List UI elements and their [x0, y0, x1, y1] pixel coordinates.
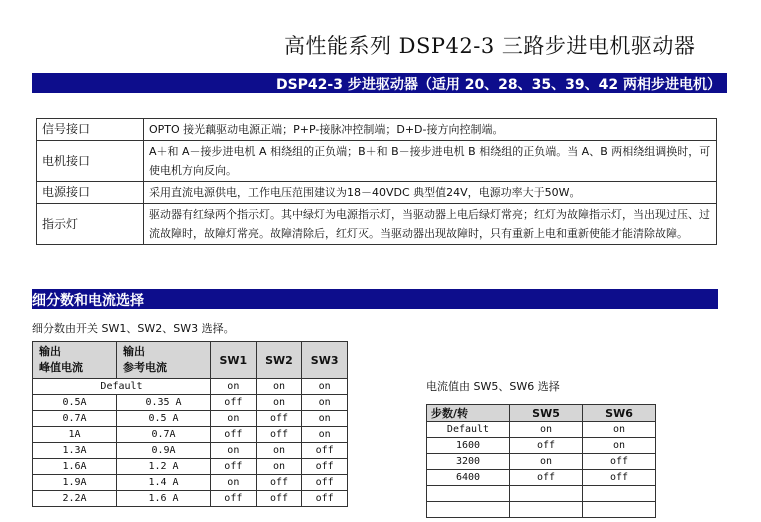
- page-title: 高性能系列 DSP42-3 三路步进电机驱动器: [284, 34, 696, 58]
- table-cell: on: [510, 422, 583, 438]
- table-row: [427, 438, 656, 454]
- empty-cell: [427, 502, 510, 518]
- default-sw2: on: [256, 379, 302, 395]
- header-sw1: SW1: [211, 342, 257, 379]
- table-cell: 1.2 A: [117, 459, 211, 475]
- table-row: [33, 427, 348, 443]
- header-steps: 步数/转: [427, 405, 510, 422]
- header-sw5: SW5: [510, 405, 583, 422]
- spec-table: [36, 118, 717, 245]
- table-cell: on: [256, 443, 302, 459]
- table-cell: off: [211, 491, 257, 507]
- step-table: [426, 404, 656, 518]
- table-cell: on: [256, 395, 302, 411]
- table-cell: on: [211, 411, 257, 427]
- table-cell: on: [211, 475, 257, 491]
- table-row-default: [33, 379, 348, 395]
- section-banner: [32, 289, 718, 309]
- table-row: [427, 470, 656, 486]
- product-banner-text: DSP42-3 步进驱动器（适用 20、28、35、39、42 两相步进电机）: [275, 77, 721, 93]
- table-cell: off: [302, 491, 348, 507]
- table-cell: 3200: [427, 454, 510, 470]
- table-cell: off: [211, 395, 257, 411]
- default-label: Default: [33, 379, 211, 395]
- table-cell: off: [256, 491, 302, 507]
- empty-cell: [510, 486, 583, 502]
- empty-row: [427, 486, 656, 502]
- section-banner-text: 细分数和电流选择: [32, 293, 144, 309]
- table-cell: 0.7A: [33, 411, 117, 427]
- spec-row: [37, 119, 717, 141]
- spec-key: 指示灯: [37, 204, 144, 245]
- table-cell: off: [302, 459, 348, 475]
- spec-value: 采用直流电源供电，工作电压范围建议为18－40VDC 典型值24V，电源功率大于50W。: [144, 182, 717, 204]
- table-cell: 0.35 A: [117, 395, 211, 411]
- table-cell: off: [256, 411, 302, 427]
- table-cell: off: [510, 470, 583, 486]
- current-note: 电流值由 SW5、SW6 选择: [426, 380, 560, 393]
- spec-value: 驱动器有红绿两个指示灯。其中绿灯为电源指示灯，当驱动器上电后绿灯常亮；红灯为故障指示灯，当出现过压、过流故障时，故障灯常亮。故障清除后，红灯灭。当驱动器出现故障时，只有重新上电和重新使能才能清除故障。: [144, 204, 717, 245]
- table-cell: 1600: [427, 438, 510, 454]
- table-cell: off: [583, 454, 656, 470]
- empty-row: [427, 502, 656, 518]
- table-cell: 1A: [33, 427, 117, 443]
- table-cell: off: [302, 443, 348, 459]
- header-ref-current: [117, 342, 211, 379]
- table-cell: 6400: [427, 470, 510, 486]
- subdivision-note: 细分数由开关 SW1、SW2、SW3 选择。: [32, 322, 235, 335]
- table-cell: 1.6 A: [117, 491, 211, 507]
- default-sw3: on: [302, 379, 348, 395]
- empty-cell: [427, 486, 510, 502]
- table-cell: off: [256, 475, 302, 491]
- table-row: [33, 443, 348, 459]
- table-cell: on: [583, 422, 656, 438]
- table-cell: off: [256, 427, 302, 443]
- table-cell: on: [510, 454, 583, 470]
- table-cell: 1.6A: [33, 459, 117, 475]
- spec-key: 电源接口: [37, 182, 144, 204]
- table-cell: 0.5A: [33, 395, 117, 411]
- spec-row: [37, 182, 717, 204]
- header-sw3: SW3: [302, 342, 348, 379]
- table-row: [427, 454, 656, 470]
- table-cell: 1.9A: [33, 475, 117, 491]
- spec-value: A＋和 A－接步进电机 A 相绕组的正负端；B＋和 B－接步进电机 B 相绕组的正负端。当 A、B 两相绕组调换时，可使电机方向反向。: [144, 141, 717, 182]
- table-cell: 0.7A: [117, 427, 211, 443]
- header-sw2: SW2: [256, 342, 302, 379]
- spec-value: OPTO 接光藕驱动电源正端；P+P-接脉冲控制端；D+D-接方向控制端。: [144, 119, 717, 141]
- table-cell: on: [256, 459, 302, 475]
- spec-row: [37, 204, 717, 245]
- header-sw6: SW6: [583, 405, 656, 422]
- empty-cell: [510, 502, 583, 518]
- spec-key: 信号接口: [37, 119, 144, 141]
- table-row: [33, 411, 348, 427]
- table-cell: on: [302, 395, 348, 411]
- table-cell: off: [583, 470, 656, 486]
- table-cell: on: [211, 443, 257, 459]
- table-row: [427, 422, 656, 438]
- empty-cell: [583, 502, 656, 518]
- table-row: [33, 395, 348, 411]
- header-ref-current-text: 输出 参考电流: [123, 345, 167, 374]
- product-banner: [32, 73, 727, 93]
- table-cell: off: [211, 427, 257, 443]
- table-cell: 1.3A: [33, 443, 117, 459]
- table-cell: 1.4 A: [117, 475, 211, 491]
- table-cell: on: [583, 438, 656, 454]
- default-sw1: on: [211, 379, 257, 395]
- table-cell: on: [302, 427, 348, 443]
- table-row: [33, 459, 348, 475]
- table-cell: off: [510, 438, 583, 454]
- table-row: [33, 491, 348, 507]
- header-peak-current-text: 输出 峰值电流: [39, 345, 83, 374]
- table-cell: off: [211, 459, 257, 475]
- table-cell: 0.9A: [117, 443, 211, 459]
- spec-key: 电机接口: [37, 141, 144, 182]
- empty-cell: [583, 486, 656, 502]
- header-peak-current: [33, 342, 117, 379]
- table-cell: on: [302, 411, 348, 427]
- spec-row: [37, 141, 717, 182]
- table-cell: Default: [427, 422, 510, 438]
- table-cell: 2.2A: [33, 491, 117, 507]
- table-cell: off: [302, 475, 348, 491]
- table-cell: 0.5 A: [117, 411, 211, 427]
- table-row: [33, 475, 348, 491]
- current-table: [32, 341, 348, 507]
